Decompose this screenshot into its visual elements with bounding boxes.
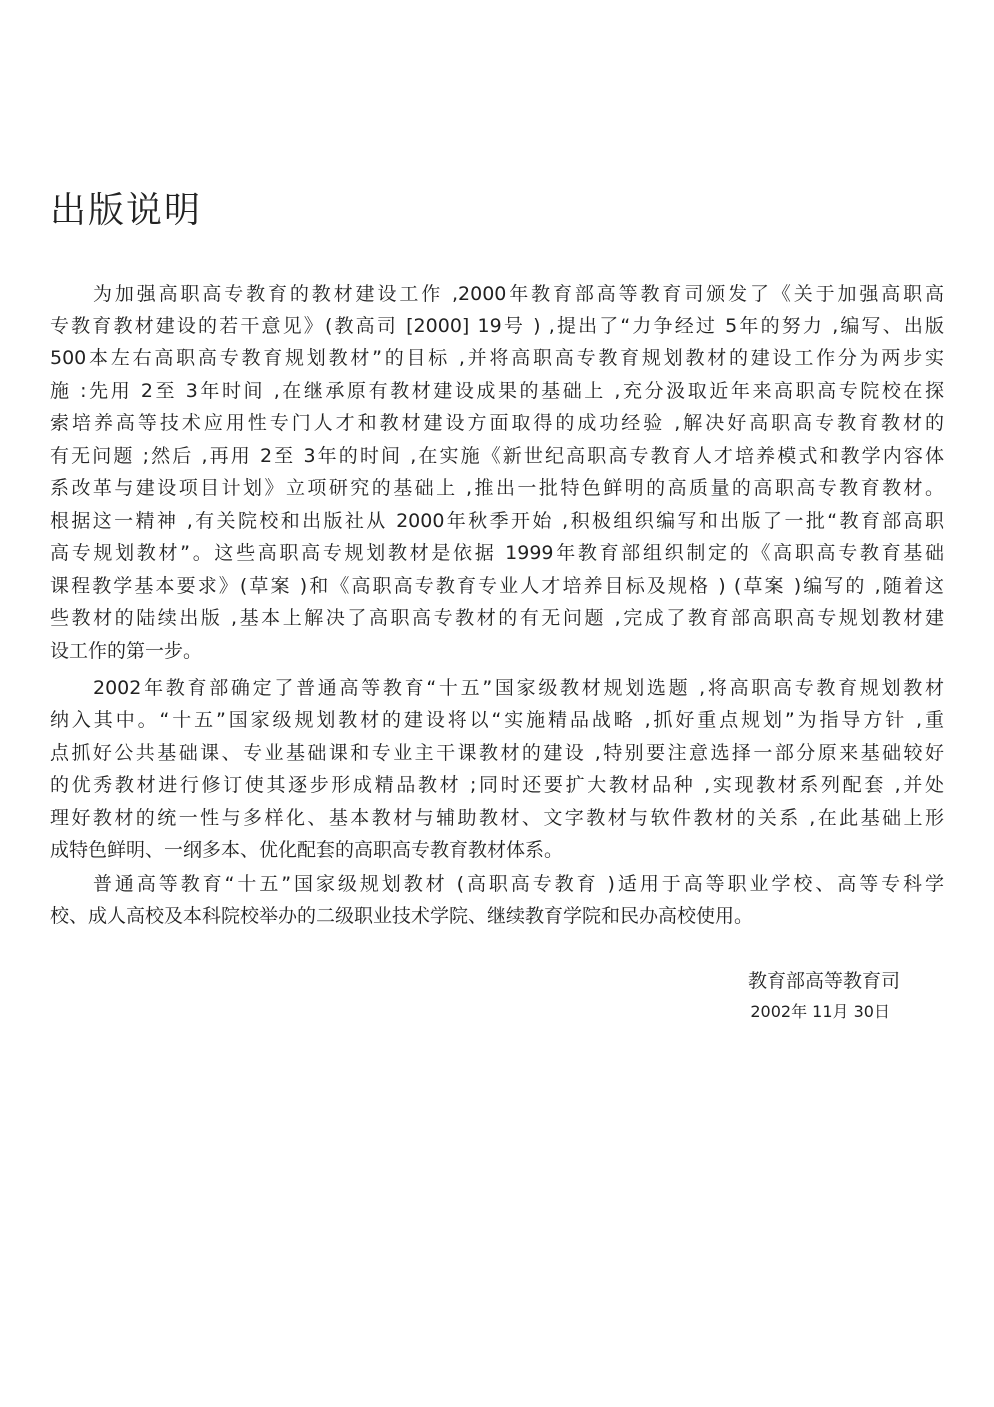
paragraph-1-line-12: 设工作的第一步。 bbox=[50, 640, 203, 662]
paragraph-1-line-10: 课程教学基本要求》(草案 )和《高职高专教育专业人才培养目标及规格 ) (草案 )编写的 ,随着这 bbox=[50, 575, 944, 597]
paragraph-1-line-7: 系改革与建设项目计划》立项研究的基础上 ,推出一批特色鲜明的高质量的高职高专教育教材。 bbox=[50, 477, 944, 499]
paragraph-1-line-4: 施 :先用 2至 3年时间 ,在继承原有教材建设成果的基础上 ,充分汲取近年来高职高专院校在探 bbox=[50, 380, 944, 402]
paragraph-3-line-2: 校、成人高校及本科院校举办的二级职业技术学院、继续教育学院和民办高校使用。 bbox=[50, 905, 754, 927]
date: 2002年 11月 30日 bbox=[750, 1002, 890, 1021]
paragraph-1-line-3: 500本左右高职高专教育规划教材”的目标 ,并将高职高专教育规划教材的建设工作分为两步实 bbox=[50, 347, 944, 369]
page-title: 出版说明 bbox=[50, 190, 203, 231]
paragraph-2-line-1: 2002年教育部确定了普通高等教育“十五”国家级教材规划选题 ,将高职高专教育规划教材 bbox=[93, 677, 944, 699]
paragraph-1-line-1: 为加强高职高专教育的教材建设工作 ,2000年教育部高等教育司颁发了《关于加强高职高 bbox=[93, 283, 944, 305]
paragraph-1-line-2: 专教育教材建设的若干意见》(教高司 [2000] 19号 ) ,提出了“力争经过 5年的努力 ,编写、出版 bbox=[50, 315, 944, 337]
paragraph-1-line-9: 高专规划教材”。这些高职高专规划教材是依据 1999年教育部组织制定的《高职高专教育基础 bbox=[50, 542, 944, 564]
paragraph-2-line-4: 的优秀教材进行修订使其逐步形成精品教材 ;同时还要扩大教材品种 ,实现教材系列配套 ,并处 bbox=[50, 774, 944, 796]
paragraph-2-line-5: 理好教材的统一性与多样化、基本教材与辅助教材、文字教材与软件教材的关系 ,在此基础上形 bbox=[50, 807, 944, 829]
paragraph-1-line-5: 索培养高等技术应用性专门人才和教材建设方面取得的成功经验 ,解决好高职高专教育教材的 bbox=[50, 412, 944, 434]
paragraph-1-line-11: 些教材的陆续出版 ,基本上解决了高职高专教材的有无问题 ,完成了教育部高职高专规划教材建 bbox=[50, 607, 944, 629]
paragraph-2-line-3: 点抓好公共基础课、专业基础课和专业主干课教材的建设 ,特别要注意选择一部分原来基础较好 bbox=[50, 742, 944, 764]
paragraph-2-line-2: 纳入其中。“十五”国家级规划教材的建设将以“实施精品战略 ,抓好重点规划”为指导方针 ,重 bbox=[50, 709, 944, 731]
paragraph-2-line-6: 成特色鲜明、一纲多本、优化配套的高职高专教育教材体系。 bbox=[50, 839, 564, 861]
signature: 教育部高等教育司 bbox=[747, 970, 900, 992]
paragraph-3-line-1: 普通高等教育“十五”国家级规划教材 (高职高专教育 )适用于高等职业学校、高等专科学 bbox=[93, 873, 944, 895]
paragraph-1-line-8: 根据这一精神 ,有关院校和出版社从 2000年秋季开始 ,积极组织编写和出版了一批“教育部高职 bbox=[50, 510, 944, 532]
paragraph-1-line-6: 有无问题 ;然后 ,再用 2至 3年的时间 ,在实施《新世纪高职高专教育人才培养模式和教学内容体 bbox=[50, 445, 944, 467]
